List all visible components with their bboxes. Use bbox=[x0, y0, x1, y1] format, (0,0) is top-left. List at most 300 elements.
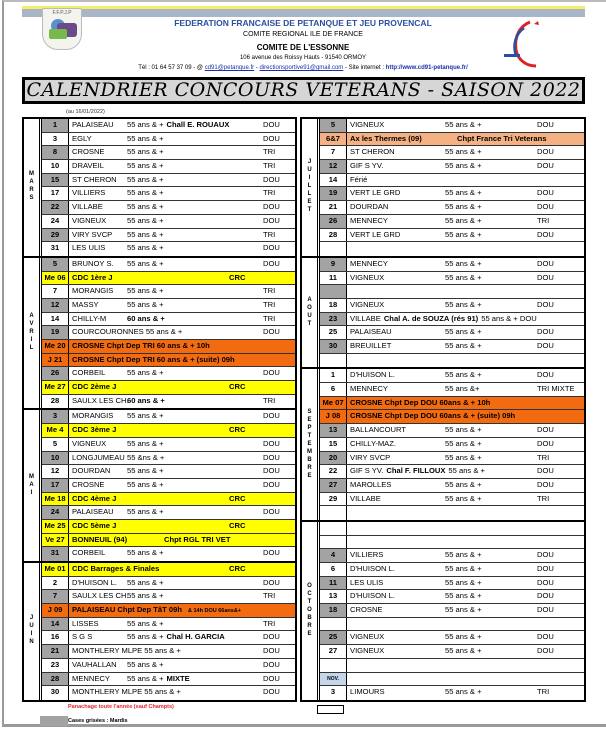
month-label bbox=[24, 258, 42, 409]
event-cell bbox=[347, 383, 584, 396]
site-label: - Site internet : bbox=[343, 65, 386, 71]
table-row bbox=[42, 547, 295, 561]
table-row bbox=[42, 242, 295, 256]
event-name bbox=[72, 299, 99, 312]
competition-type: TRI bbox=[537, 493, 550, 503]
event-cell bbox=[69, 354, 295, 367]
club-name: CROSNE bbox=[72, 479, 105, 489]
age-category bbox=[445, 272, 482, 285]
age-text: 55 ans & + bbox=[127, 577, 164, 587]
day-cell: 2 bbox=[42, 577, 69, 590]
event-name bbox=[72, 631, 92, 644]
age-text: 55 ans & + bbox=[127, 466, 164, 476]
competition-type: TRI bbox=[537, 215, 550, 225]
table-row bbox=[42, 133, 295, 147]
month-rows bbox=[42, 563, 295, 700]
club-name: MAROLLES bbox=[350, 479, 392, 489]
competition-type: TRI bbox=[263, 229, 276, 239]
month-section bbox=[302, 258, 584, 370]
event-name bbox=[350, 313, 537, 326]
month-section bbox=[302, 369, 584, 522]
event-name bbox=[72, 201, 103, 214]
age-text: 55 ans & + bbox=[445, 327, 482, 337]
club-name: CDC Barrages & Finales bbox=[72, 564, 160, 573]
event-cell bbox=[347, 536, 584, 549]
table-row bbox=[320, 258, 584, 272]
month-label bbox=[302, 119, 320, 256]
competition-type: TRI bbox=[263, 147, 276, 157]
table-row bbox=[42, 493, 295, 507]
club-name: DOURDAN bbox=[72, 466, 111, 476]
event-name bbox=[350, 493, 381, 506]
age-text: 55 ans & + bbox=[127, 202, 164, 212]
table-row bbox=[320, 686, 584, 700]
age-text: 55 ans & + bbox=[127, 258, 164, 268]
club-name: MENNECY bbox=[72, 673, 110, 683]
day-cell: 1 bbox=[320, 369, 347, 382]
event-cell bbox=[347, 604, 584, 617]
event-cell bbox=[347, 326, 584, 339]
event-name bbox=[72, 326, 182, 339]
event-name bbox=[350, 215, 388, 228]
age-category bbox=[127, 465, 164, 478]
day-cell bbox=[320, 354, 347, 368]
club-name: BALLANCOURT bbox=[350, 425, 406, 435]
age-text: 55 ans & + bbox=[445, 605, 482, 615]
month-name: JUILLET bbox=[306, 159, 313, 216]
header-stripe-grey bbox=[22, 9, 585, 17]
club-name: D'HUISON L. bbox=[72, 577, 117, 587]
club-name: Ax les Thermes (09) bbox=[350, 133, 422, 143]
age-category bbox=[445, 493, 482, 506]
club-name: VIGNEUX bbox=[350, 632, 385, 642]
event-cell bbox=[347, 673, 584, 686]
day-cell: 15 bbox=[42, 174, 69, 187]
event-name bbox=[72, 563, 159, 576]
age-text: 55 &ns & + bbox=[127, 452, 165, 462]
event-name bbox=[350, 549, 383, 562]
club-name: D'HUISON L. bbox=[350, 370, 395, 380]
event-name bbox=[350, 645, 384, 658]
table-row bbox=[320, 187, 584, 201]
competition-type: DOU bbox=[263, 507, 280, 517]
event-cell bbox=[69, 395, 295, 409]
event-cell bbox=[347, 272, 584, 285]
age-category bbox=[445, 645, 482, 658]
age-category bbox=[445, 326, 482, 339]
day-cell: 29 bbox=[320, 493, 347, 506]
age-category bbox=[127, 229, 164, 242]
table-row bbox=[320, 577, 584, 591]
event-name bbox=[72, 381, 116, 394]
day-cell: 5 bbox=[42, 258, 69, 271]
event-cell bbox=[347, 686, 584, 700]
club-name: ST CHERON bbox=[72, 174, 117, 184]
table-row bbox=[320, 536, 584, 550]
day-cell bbox=[320, 536, 347, 549]
competition-type: DOU bbox=[537, 147, 554, 157]
table-row bbox=[42, 160, 295, 174]
day-cell: 18 bbox=[320, 299, 347, 312]
table-row bbox=[320, 506, 584, 520]
event-name bbox=[72, 520, 116, 533]
age-text: 55 ans & + bbox=[445, 272, 482, 282]
event-tag: CRC bbox=[229, 382, 246, 392]
table-row bbox=[42, 174, 295, 188]
event-cell bbox=[69, 272, 295, 285]
month-section bbox=[302, 119, 584, 258]
club-name: LIMOURS bbox=[350, 687, 385, 697]
competition-type: DOU bbox=[263, 479, 280, 489]
event-name bbox=[350, 340, 391, 353]
day-cell: 14 bbox=[42, 618, 69, 631]
month-name: AOUT bbox=[306, 296, 313, 329]
age-text: 60 ans & + bbox=[127, 313, 165, 323]
competition-type: DOU bbox=[537, 632, 554, 642]
event-cell bbox=[347, 424, 584, 437]
age-category bbox=[127, 618, 164, 631]
event-cell bbox=[347, 659, 584, 672]
age-category bbox=[445, 686, 482, 699]
table-row bbox=[42, 645, 295, 659]
competition-type: TRI bbox=[263, 161, 276, 171]
event-cell bbox=[347, 187, 584, 200]
event-cell bbox=[69, 299, 295, 312]
table-row bbox=[42, 313, 295, 327]
club-name: SAULX LES CH. bbox=[72, 395, 129, 405]
competition-type: DOU bbox=[263, 258, 280, 268]
table-row bbox=[42, 299, 295, 313]
age-text: 55 ans & + bbox=[445, 550, 482, 560]
table-row bbox=[42, 395, 295, 409]
month-rows bbox=[320, 369, 584, 520]
month-label bbox=[24, 119, 42, 256]
age-category bbox=[445, 438, 482, 451]
event-cell bbox=[347, 631, 584, 644]
month-rows bbox=[320, 119, 584, 256]
table-row bbox=[320, 673, 584, 687]
age-category bbox=[445, 340, 482, 353]
table-row bbox=[320, 201, 584, 215]
day-cell: 28 bbox=[42, 673, 69, 686]
event-name bbox=[350, 465, 485, 478]
table-row bbox=[320, 174, 584, 188]
event-name bbox=[72, 452, 125, 465]
club-name: EGLY bbox=[72, 133, 92, 143]
event-cell bbox=[347, 618, 584, 631]
event-name bbox=[350, 201, 388, 214]
event-note: & 14h DOU 66ans&+ bbox=[187, 608, 242, 615]
competition-type: TRI bbox=[537, 687, 550, 697]
day-cell: 11 bbox=[320, 272, 347, 285]
age-category bbox=[445, 258, 482, 271]
event-name bbox=[350, 424, 406, 437]
challenge-name: Chall E. ROUAUX bbox=[166, 120, 230, 129]
committee-name: COMITE DE L'ESSONNE bbox=[256, 43, 350, 52]
club-name: VILLABE bbox=[72, 202, 103, 212]
table-row bbox=[42, 479, 295, 493]
age-category bbox=[445, 479, 482, 492]
event-cell bbox=[347, 563, 584, 576]
regional-committee: COMITE REGIONAL ILE DE FRANCE bbox=[243, 31, 363, 38]
event-cell bbox=[347, 549, 584, 562]
table-row bbox=[42, 686, 295, 700]
event-cell bbox=[347, 201, 584, 214]
age-text: 55 ans & + bbox=[445, 452, 482, 462]
day-cell: 23 bbox=[42, 659, 69, 672]
table-row bbox=[320, 424, 584, 438]
club-name: VIGNEUX bbox=[350, 646, 385, 656]
event-name bbox=[72, 160, 104, 173]
event-name bbox=[72, 187, 105, 200]
day-cell: 22 bbox=[42, 201, 69, 214]
age-category bbox=[127, 174, 164, 187]
event-cell bbox=[69, 686, 295, 700]
event-name bbox=[72, 313, 106, 326]
club-name: VERT LE GRD bbox=[350, 188, 401, 198]
event-name bbox=[72, 479, 105, 492]
age-category bbox=[127, 133, 164, 146]
club-name: D'HUISON L. bbox=[350, 591, 395, 601]
club-name: CDC 5ème J bbox=[72, 520, 117, 530]
grey-legend-text: Cases grisées : Mardis bbox=[68, 718, 128, 724]
contact-line bbox=[0, 65, 606, 71]
age-text: 55 ans & + bbox=[127, 188, 164, 198]
table-row bbox=[320, 438, 584, 452]
table-row bbox=[320, 242, 584, 256]
event-cell bbox=[69, 479, 295, 492]
age-text: 55 ans & + bbox=[445, 632, 482, 642]
table-row bbox=[320, 119, 584, 133]
day-cell: 23 bbox=[320, 313, 347, 326]
grey-legend-swatch bbox=[40, 716, 68, 726]
month-name: AVRIL bbox=[28, 313, 35, 354]
calendar-left-table bbox=[22, 117, 297, 702]
website-link[interactable]: http://www.cd91-petanque.fr/ bbox=[385, 65, 468, 71]
event-cell bbox=[69, 618, 295, 631]
event-cell bbox=[347, 229, 584, 242]
table-row bbox=[320, 563, 584, 577]
event-name bbox=[72, 659, 117, 672]
event-name bbox=[72, 493, 116, 506]
club-name: CROSNE bbox=[72, 147, 105, 157]
table-row bbox=[320, 659, 584, 673]
table-row bbox=[320, 313, 584, 327]
age-text: 55 ans & + bbox=[127, 479, 164, 489]
ffpjp-logo-text: F.F.P.J.P bbox=[52, 10, 72, 16]
age-category bbox=[445, 229, 482, 242]
age-text: 55 ans & + bbox=[127, 618, 164, 628]
club-name: LES ULIS bbox=[72, 243, 106, 253]
table-row bbox=[320, 340, 584, 354]
day-cell: 3 bbox=[42, 410, 69, 423]
event-name bbox=[72, 577, 117, 590]
age-category bbox=[127, 285, 164, 298]
day-cell: 9 bbox=[320, 258, 347, 271]
age-category bbox=[127, 160, 164, 173]
event-cell bbox=[69, 258, 295, 271]
event-cell bbox=[69, 673, 295, 686]
day-cell: 26 bbox=[42, 367, 69, 380]
month-label bbox=[302, 258, 320, 368]
event-name bbox=[72, 395, 129, 408]
day-cell: 5 bbox=[320, 119, 347, 132]
event-cell bbox=[347, 133, 584, 146]
table-row bbox=[42, 520, 295, 534]
age-category bbox=[127, 410, 164, 423]
table-row bbox=[42, 146, 295, 160]
age-category bbox=[127, 673, 190, 686]
club-name: ST CHERON bbox=[350, 147, 395, 157]
competition-type: DOU bbox=[537, 646, 554, 656]
table-row bbox=[320, 618, 584, 632]
day-cell: 19 bbox=[320, 187, 347, 200]
day-cell: 21 bbox=[320, 201, 347, 214]
event-cell bbox=[347, 438, 584, 451]
event-name bbox=[72, 618, 99, 631]
month-section bbox=[24, 563, 295, 700]
competition-type: TRI bbox=[263, 286, 276, 296]
event-cell bbox=[69, 506, 295, 519]
competition-type: DOU bbox=[537, 466, 554, 476]
competition-type: TRI bbox=[537, 452, 550, 462]
competition-type: DOU bbox=[263, 632, 280, 642]
month-section bbox=[302, 522, 584, 700]
age-category bbox=[127, 119, 229, 132]
club-name: D'HUISON L. bbox=[350, 564, 395, 573]
event-cell bbox=[347, 452, 584, 465]
day-cell: 21 bbox=[42, 645, 69, 658]
club-name: CHILLY-MAZ. bbox=[350, 438, 396, 448]
age-category bbox=[445, 452, 482, 465]
age-category bbox=[445, 631, 482, 644]
table-row bbox=[320, 160, 584, 174]
competition-type: DOU bbox=[263, 548, 280, 558]
day-cell: 11 bbox=[320, 577, 347, 590]
day-cell: 3 bbox=[42, 133, 69, 146]
event-name bbox=[72, 534, 127, 547]
club-name: LISSES bbox=[72, 618, 99, 628]
club-name: MENNECY bbox=[350, 215, 388, 225]
day-cell: 17 bbox=[42, 187, 69, 200]
age-text: 55 ans & + bbox=[127, 411, 164, 421]
month-name: OCTOBRE bbox=[306, 582, 313, 639]
event-name bbox=[72, 604, 241, 618]
day-cell: 25 bbox=[320, 326, 347, 339]
as-of-date: (au 16/01/2022) bbox=[66, 109, 105, 115]
age-category bbox=[445, 146, 482, 159]
table-row bbox=[320, 604, 584, 618]
competition-type: DOU bbox=[537, 591, 554, 601]
day-cell: 17 bbox=[42, 479, 69, 492]
event-name bbox=[72, 340, 210, 353]
club-name: VIGNEUX bbox=[350, 272, 385, 282]
day-cell: 3 bbox=[320, 686, 347, 700]
event-tag: CRC bbox=[229, 564, 246, 573]
club-name: MENNECY bbox=[350, 258, 388, 268]
event-name bbox=[350, 119, 384, 132]
event-cell bbox=[69, 410, 295, 423]
event-name bbox=[72, 272, 113, 285]
age-category bbox=[445, 549, 482, 562]
club-name: VILLIERS bbox=[350, 550, 384, 560]
competition-type: DOU bbox=[537, 550, 554, 560]
event-cell bbox=[347, 299, 584, 312]
competition-type: DOU bbox=[263, 327, 280, 337]
event-tag: Chpt RGL TRI VET bbox=[164, 534, 231, 544]
event-cell bbox=[69, 133, 295, 146]
club-name: S G S bbox=[72, 632, 93, 642]
table-row bbox=[42, 465, 295, 479]
day-cell: 30 bbox=[320, 340, 347, 353]
day-cell: Me 18 bbox=[42, 493, 69, 506]
day-cell: Me 20 bbox=[42, 340, 69, 353]
age-text: 55 ans & + bbox=[445, 215, 482, 225]
table-row bbox=[320, 215, 584, 229]
event-cell bbox=[347, 645, 584, 658]
age-category: 55 ans & + bbox=[448, 466, 485, 476]
table-row bbox=[42, 119, 295, 133]
event-name bbox=[72, 367, 105, 380]
age-text: 55 ans & + bbox=[127, 591, 164, 601]
event-cell bbox=[69, 534, 295, 547]
club-name: MORANGIS bbox=[72, 411, 114, 421]
table-row bbox=[42, 258, 295, 272]
age-category bbox=[127, 258, 164, 271]
club-name: VILLIERS bbox=[72, 188, 106, 198]
age-text: 55 ans & + bbox=[445, 188, 482, 198]
age-text: 55 ans & + bbox=[445, 577, 482, 587]
competition-type: DOU bbox=[263, 120, 280, 129]
age-category bbox=[127, 438, 164, 451]
event-cell bbox=[69, 215, 295, 228]
age-category bbox=[445, 563, 482, 576]
day-cell: 18 bbox=[320, 604, 347, 617]
club-name: BREUILLET bbox=[350, 341, 392, 350]
event-cell bbox=[69, 563, 295, 576]
day-cell: 27 bbox=[320, 645, 347, 658]
competition-type: DOU bbox=[537, 577, 554, 587]
email-link[interactable]: cd91@petanque.fr bbox=[204, 65, 255, 71]
event-cell bbox=[69, 381, 295, 394]
event-cell bbox=[69, 285, 295, 298]
age-text: 55 ans & + bbox=[445, 425, 482, 435]
competition-type: DOU bbox=[537, 438, 554, 448]
table-row bbox=[42, 631, 295, 645]
day-cell bbox=[320, 285, 347, 298]
table-row bbox=[320, 465, 584, 479]
competition-type: DOU bbox=[537, 564, 554, 573]
day-cell: 13 bbox=[320, 590, 347, 603]
club-name: VIGNEUX bbox=[72, 215, 107, 225]
competition-type: DOU bbox=[263, 646, 280, 656]
event-name bbox=[350, 563, 395, 576]
day-cell: 8 bbox=[42, 146, 69, 159]
month-label bbox=[24, 563, 42, 700]
table-row bbox=[42, 381, 295, 395]
age-text: 55 ans & + bbox=[445, 493, 482, 503]
table-row bbox=[320, 410, 584, 424]
age-text: 55 ans & + bbox=[127, 299, 164, 309]
event-name bbox=[350, 438, 396, 451]
age-text: 55 ans & + bbox=[127, 161, 164, 171]
challenge-name: Chal H. GARCIA bbox=[166, 632, 225, 642]
club-name: MONTHLERY MLPE 55 ans & + bbox=[72, 687, 181, 697]
event-cell bbox=[69, 659, 295, 672]
day-cell: Me 27 bbox=[42, 381, 69, 394]
age-category bbox=[127, 242, 164, 255]
email-link-2[interactable]: directionsportive91@gmail.com bbox=[259, 65, 344, 71]
